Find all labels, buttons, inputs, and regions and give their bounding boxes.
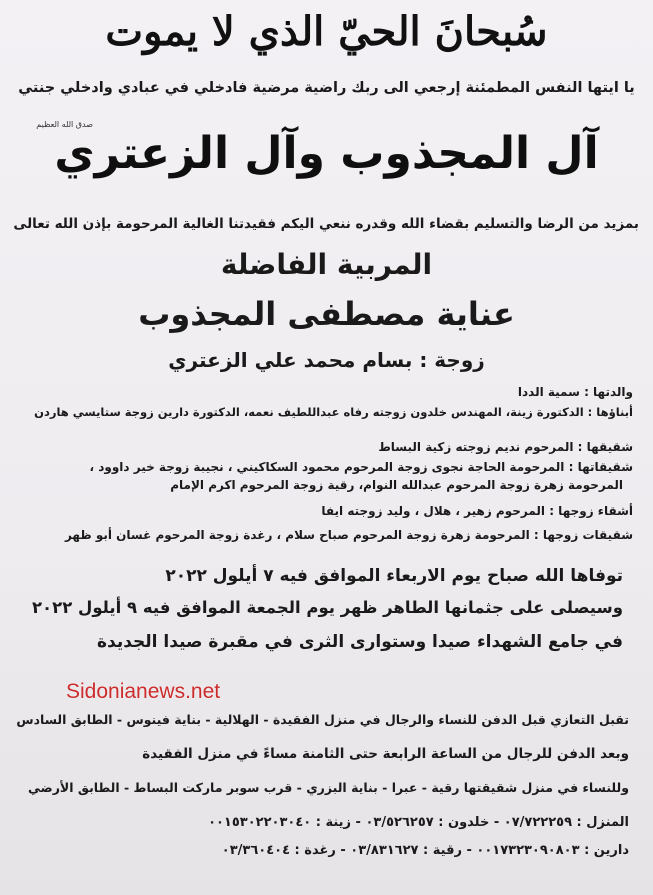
relative-sisters: شقيقاتها : المرحومة الحاجة نجوى زوجة المرحوم محمود السكاكيني ، نجيبة زوجة خير داوود ، (89, 460, 633, 474)
condolence-line-1: تقبل التعازي قبل الدفن للنساء والرجال في منزل الفقيدة - الهلالية - بناية فينوس - الطابق السادس (16, 712, 629, 727)
family-names: آل المجذوب وآل الزعتري (54, 128, 599, 179)
relative-sisters-continued: المرحومة زهرة زوجة المرحوم عبدالله النوام، رقية زوجة المرحوم اكرم الإمام (170, 478, 623, 492)
phone-numbers-line-2: دارين : ٠٠١٧٣٢٣٠٩٠٨٠٣ - رقية : ٠٣/٨٣١٦٢٧ - رغدة : ٠٣/٣٦٠٤٠٤ (221, 843, 629, 858)
death-date: توفاها الله صباح يوم الاربعاء الموافق فيه ٧ أيلول ٢٠٢٢ (165, 566, 623, 586)
quran-verse: يا ايتها النفس المطمئنة إرجعي الى ربك راضية مرضية فادخلي في عبادي وادخلي جنتي (18, 80, 635, 96)
verse-source: صدق الله العظيم (36, 120, 93, 129)
deceased-name: عناية مصطفى المجذوب (138, 295, 515, 333)
relative-children: أبناؤها : الدكتورة زينة، المهندس خلدون زوجته رفاه عبداللطيف نعمه، الدكتورة دارين زوجة ستايسي هاردن (34, 405, 633, 419)
site-watermark: Sidonianews.net (66, 680, 221, 703)
condolence-line-2: وبعد الدفن للرجال من الساعة الرابعة حتى الثامنة مساءً في منزل الفقيدة (142, 746, 629, 762)
prayer-date: وسيصلى على جثمانها الطاهر ظهر يوم الجمعة الموافق فيه ٩ أيلول ٢٠٢٢ (31, 598, 623, 617)
deceased-husband: زوجة : بسام محمد علي الزعتري (168, 348, 485, 372)
deceased-title: المربية الفاضلة (220, 248, 433, 281)
relative-husband-brothers: أشقاء زوجها : المرحوم زهير ، هلال ، وليد زوجته ايفا (321, 504, 633, 518)
burial-location: في جامع الشهداء صيدا وستوارى الثرى في مقبرة صيدا الجديدة (96, 632, 623, 652)
relative-husband-sisters: شقيقات زوجها : المرحومة زهرة زوجة المرحوم صباح سلام ، رغدة زوجة المرحوم غسان أبو ظهر (64, 528, 633, 542)
relative-brother: شقيقها : المرحوم نديم زوجته زكية البساط (378, 440, 633, 454)
condolence-line-3: وللنساء في منزل شقيقتها رقية - عبرا - بناية البزري - قرب سوبر ماركت البساط - الطابق الأرضي (27, 780, 629, 795)
announcement-intro: بمزيد من الرضا والتسليم بقضاء الله وقدره ننعي اليكم فقيدتنا الغالية المرحومة بإذن الله تعالى (13, 216, 639, 232)
calligraphy-heading: سُبحانَ الحيّ الذي لا يموت (105, 8, 548, 55)
relative-mother: والدتها : سمية الددا (517, 385, 633, 399)
phone-numbers-line-1: المنزل : ٠٧/٧٢٢٢٥٩ - خلدون : ٠٣/٥٢٦٢٥٧ - زينة : ٠٠١٥٣٠٢٢٠٣٠٤٠ (208, 815, 629, 830)
